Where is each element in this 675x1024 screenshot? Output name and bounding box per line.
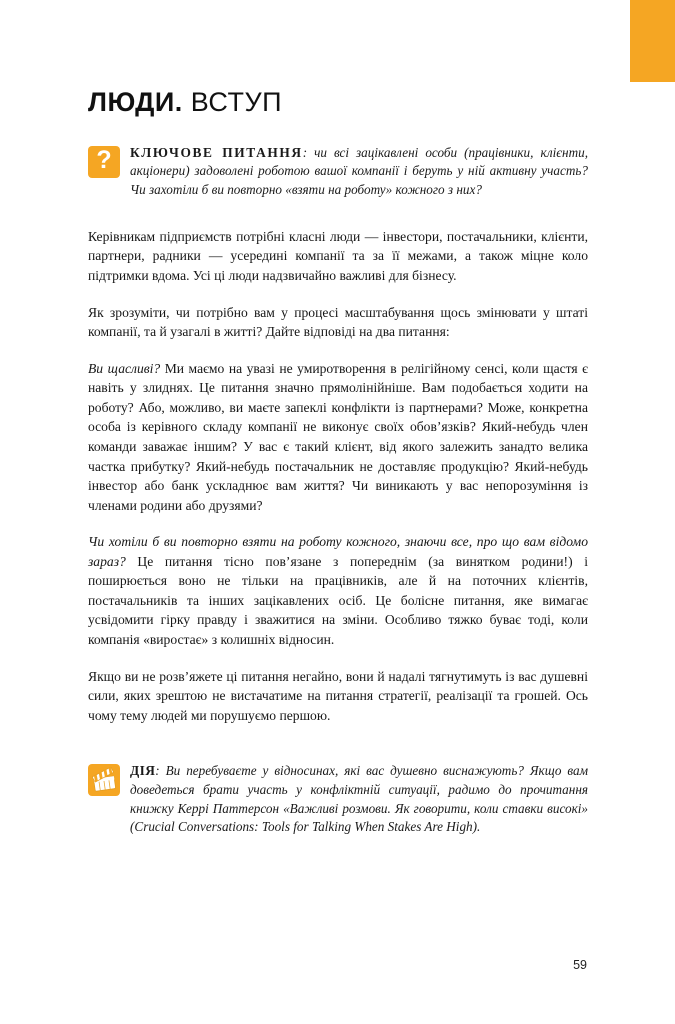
body-paragraph-4-lead: Чи хотіли б ви повторно взяти на роботу кожного, знаючи все, про що вам відомо зараз? bbox=[88, 534, 588, 569]
body-paragraph-3-lead: Ви щасливі? bbox=[88, 360, 161, 376]
action-label: ДІЯ bbox=[130, 763, 156, 779]
key-question-label: КЛЮЧОВЕ ПИТАННЯ bbox=[130, 144, 303, 160]
page-title bbox=[88, 0, 588, 118]
page-title-light: ВСТУП bbox=[182, 87, 283, 117]
body-paragraph-2: Як зрозуміти, чи потрібно вам у процесі масштабування щось змінювати у штаті компанії, та й узагалі в житті? Дайте відповіді на два питання: bbox=[88, 304, 588, 340]
body-paragraph-3-text: Ми маємо на увазі не умиротворення в релігійному сенсі, коли щастя є навіть у злиднях. Це питання значно прямолінійніше. Вам подобається ходити на роботу? Або, можливо, ви маєте запеклі конфлікти із партнерами? Може, конкретна особа із керівного складу компанії не виконує своїх обов’язків? Який-небудь член команди заважає іншим? У вас є такий клієнт, від якого залежить занадто велика частка прибутку? Який-небудь постачальник не доставляє продукцію? Який-небудь інвестор або банк ускладнює вам життя? Чи виникають у вас непорозуміння із членами родини або друзями? bbox=[88, 360, 588, 513]
body-paragraph-4-text: Це питання тісно пов’язане з попереднім (за винятком родини!) і поширюється воно не тільки на працівників, але й на поточних клієнтів, постачальників та інших зацікавлених осіб. Це болісне питання, яке вимагає усвідомити гірку правду і зважитися на зміни. Особливо тяжко буває тоді, коли компанія «виростає» з колишніх відносин. bbox=[88, 553, 588, 648]
question-mark-icon bbox=[88, 146, 120, 178]
body-paragraph-5: Якщо ви не розв’яжете ці питання негайно, вони й надалі тягнутимуть із вас душевні сили, яких зрештою не вистачатиме на питання стратегії, реалізації та грошей. Ось чому тему людей ми порушуємо першою. bbox=[88, 668, 588, 723]
key-question-body: : чи всі зацікавлені особи (працівники, клієнти, акціонери) задоволені роботою вашої компанії і беруть у ній активну участь? Чи захотіли б ви повторно «взяти на роботу» кожного з них? bbox=[130, 144, 588, 198]
key-question-text bbox=[130, 143, 588, 200]
clapperboard-glyph bbox=[88, 764, 120, 796]
clapperboard-icon bbox=[88, 764, 120, 796]
body-paragraph-1: Керівникам підприємств потрібні класні люди — інвестори, постачальники, клієнти, партнери, радники — усередині компанії та за її межами, а також міцне коло підтримки вдома. Усі ці люди надзвичайно важливі для бізнесу. bbox=[88, 228, 588, 284]
action-body: : Ви перебуваєте у відносинах, які вас душевно виснажують? Якщо вам доведеться брати участь у конфліктній ситуації, радимо до прочитання книжку Керрі Паттерсон «Важливі розмови. Як говорити, коли ставки високі» (Crucial Conversations: Tools for Talking When Stakes Are High). bbox=[130, 763, 588, 835]
question-mark-glyph: ? bbox=[96, 146, 112, 175]
section-tab-marker bbox=[630, 0, 675, 82]
action-callout bbox=[88, 761, 588, 837]
body-paragraph-3 bbox=[88, 359, 588, 516]
page-title-strong: ЛЮДИ. bbox=[88, 87, 183, 117]
action-text bbox=[130, 761, 588, 837]
page-number: 59 bbox=[573, 958, 587, 972]
key-question-callout bbox=[88, 143, 588, 200]
page-content bbox=[88, 0, 588, 1024]
body-paragraph-4 bbox=[88, 532, 588, 649]
